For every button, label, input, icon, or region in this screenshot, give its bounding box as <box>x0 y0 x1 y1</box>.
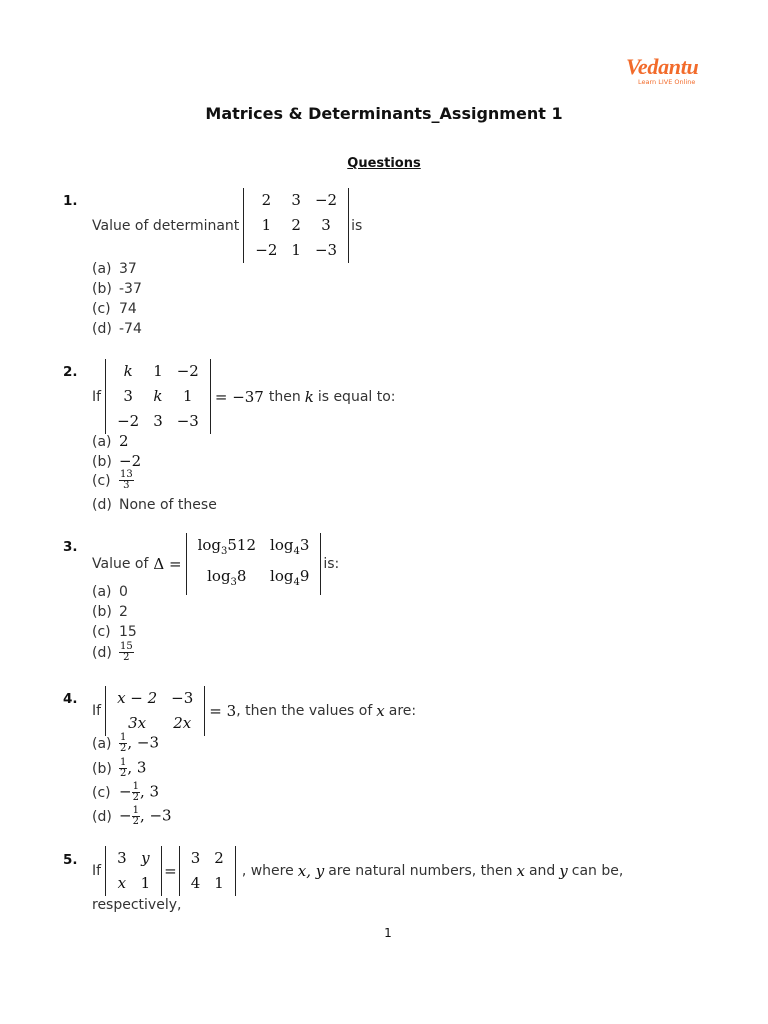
q5-prefix: If <box>92 863 102 879</box>
q4-prefix: If <box>92 703 102 719</box>
q4-option-d[interactable]: (d) − $\frac{1}{2}$ , −3 <box>92 805 172 827</box>
q1-option-a[interactable]: (a) 37 <box>92 261 137 277</box>
q4-then: , then the values of <box>236 703 373 719</box>
question-1-number: 1. <box>63 193 78 209</box>
q5-variables: x, y <box>297 862 325 880</box>
q2-equation: = −37 <box>214 387 264 406</box>
q4-option-c[interactable]: (c) − $\frac{1}{2}$ , 3 <box>92 781 160 803</box>
q1-suffix: is <box>351 217 363 234</box>
q4-determinant: x − 2 −3 3x 2x <box>105 686 205 736</box>
q4-variable: x <box>376 702 385 720</box>
q5-text-b: are natural numbers, then <box>328 863 513 879</box>
page-title: Matrices & Determinants_Assignment 1 <box>205 104 563 123</box>
q2-variable: k <box>304 387 314 406</box>
q5-text-c: can be, <box>571 863 624 879</box>
q2-option-a[interactable]: (a) 2 <box>92 432 129 450</box>
question-2-text <box>92 359 396 434</box>
q1-prefix: Value of determinant <box>92 217 240 234</box>
vedantu-logo <box>626 56 710 86</box>
question-4-text <box>92 686 416 736</box>
q3-option-c[interactable]: (c) 15 <box>92 624 137 640</box>
section-heading: Questions <box>347 156 421 171</box>
q3-suffix: is: <box>323 556 340 572</box>
q5-var-x: x <box>516 862 525 880</box>
q1-option-c[interactable]: (c) 74 <box>92 301 137 317</box>
q3-determinant: $\log_3512$ $\log_43$ $\log_38$ $\log_49$ <box>186 533 322 595</box>
q5-where: , where <box>241 863 294 879</box>
logo-tagline: Learn LIVE Online <box>638 78 696 86</box>
q1-option-b[interactable]: (b) -37 <box>92 281 142 297</box>
q5-var-y: y <box>559 862 568 880</box>
question-3-number: 3. <box>63 539 78 555</box>
q1-determinant: 2 3 −2 1 2 3 −2 1 −3 <box>243 188 349 263</box>
logo-wordmark: Vedantu <box>626 54 699 79</box>
q2-option-b[interactable]: (b) −2 <box>92 452 142 470</box>
q2-determinant: k 1 −2 3 k 1 −2 3 −3 <box>105 359 211 434</box>
q3-option-d[interactable]: (d) $\frac{15}{2}$ <box>92 641 133 663</box>
q3-prefix: Value of <box>92 556 149 572</box>
question-4-number: 4. <box>63 691 78 707</box>
q5-continuation: respectively, <box>92 897 182 913</box>
q2-option-c[interactable]: (c) $\frac{13}{3}$ <box>92 469 133 491</box>
q4-option-a[interactable]: (a) $\frac{1}{2}$ , −3 <box>92 732 160 754</box>
q4-equation: = 3 <box>209 702 237 720</box>
q3-delta: Δ = <box>153 555 182 573</box>
q3-option-b[interactable]: (b) 2 <box>92 604 128 620</box>
q2-suffix: is equal to: <box>317 388 396 405</box>
question-1-text <box>92 188 362 263</box>
q5-determinant-left: 3 y x 1 <box>105 846 162 896</box>
question-5-text <box>92 846 623 896</box>
q5-determinant-right: 3 2 4 1 <box>179 846 236 896</box>
q5-equals: = <box>164 862 177 880</box>
q1-option-d[interactable]: (d) -74 <box>92 321 142 337</box>
question-2-number: 2. <box>63 364 78 380</box>
question-5-number: 5. <box>63 852 78 868</box>
page-number: 1 <box>384 926 392 940</box>
q2-option-d[interactable]: (d) None of these <box>92 497 217 513</box>
q5-and: and <box>528 863 556 879</box>
q2-prefix: If <box>92 388 102 405</box>
q3-option-a[interactable]: (a) 0 <box>92 584 128 600</box>
q4-suffix: are: <box>388 703 417 719</box>
q2-then: then <box>268 388 301 405</box>
q4-option-b[interactable]: (b) $\frac{1}{2}$ , 3 <box>92 757 147 779</box>
question-3-text <box>92 533 339 595</box>
